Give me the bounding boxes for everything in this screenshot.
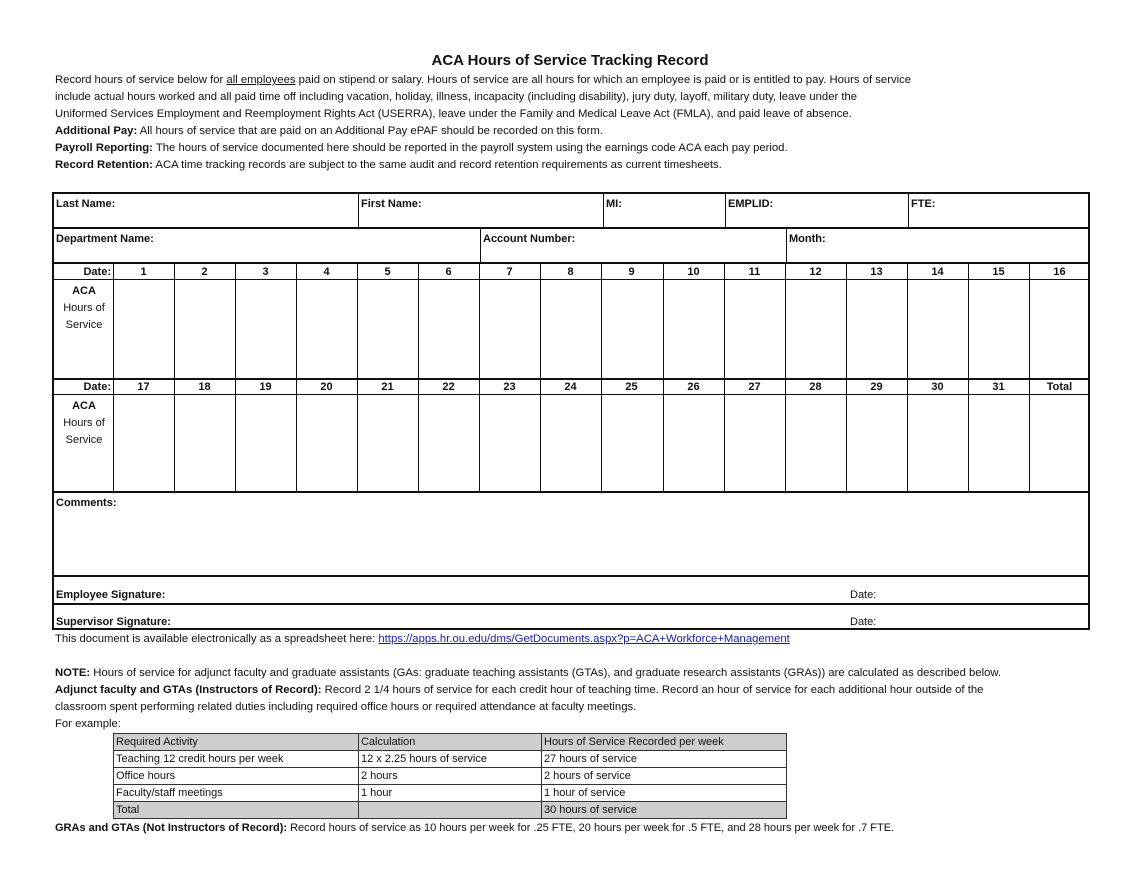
comments-field[interactable]: Comments: (56, 497, 117, 509)
divider (480, 229, 481, 263)
record-retention-text: ACA time tracking records are subject to the same audit and record retention requirements as current timesheets. (152, 159, 722, 171)
intro-line-2: include actual hours worked and all paid time off including vacation, holiday, illness, incapacity (including disability), jury duty, layoff, military duty, leave under the (55, 91, 858, 103)
day-number: 15 (992, 266, 1005, 278)
table-row (114, 785, 787, 802)
divider (54, 279, 1088, 280)
month-field[interactable]: Month: (789, 233, 826, 245)
payroll-reporting-note (55, 140, 788, 157)
note-text: Hours of service for adjunct faculty and graduate assistants (GAs: graduate teaching assistants (GTAs), and graduate research assistants (GRAs)) are calculated as described below. (90, 667, 1002, 679)
hours-entry-cell[interactable] (541, 280, 601, 379)
service-label: Service (65, 319, 103, 331)
hours-of-label: Hours of (63, 302, 105, 314)
day-number: 27 (748, 381, 761, 393)
day-number: 19 (259, 381, 272, 393)
hours-entry-cell[interactable] (358, 395, 418, 491)
table-cell: 1 hour of service (542, 785, 787, 802)
payroll-reporting-text: The hours of service documented here should be reported in the payroll system using the earnings code ACA each pay period. (152, 142, 788, 154)
table-total-row (114, 802, 787, 819)
column-header: Hours of Service Recorded per week (542, 734, 787, 751)
day-number: 18 (198, 381, 211, 393)
table-cell: 12 x 2.25 hours of service (359, 751, 542, 768)
hours-entry-cell[interactable] (175, 395, 235, 491)
gra-note (55, 820, 894, 837)
first-name-field[interactable]: First Name: (361, 198, 422, 210)
day-number: 12 (809, 266, 822, 278)
day-number: Total (1046, 381, 1073, 393)
availability-text: This document is available electronically as a spreadsheet here: (55, 633, 379, 645)
divider (786, 229, 787, 263)
note-label: NOTE: (55, 667, 91, 679)
hours-entry-cell[interactable] (297, 280, 357, 379)
hours-entry-cell[interactable] (541, 395, 601, 491)
divider (54, 262, 1088, 264)
table-cell: 2 hours (359, 768, 542, 785)
hours-entry-cell[interactable] (969, 280, 1029, 379)
aca-label: ACA (72, 285, 96, 297)
hours-entry-cell[interactable] (480, 395, 540, 491)
day-number: 16 (1053, 266, 1066, 278)
emplid-field[interactable]: EMPLID: (728, 198, 774, 210)
divider (54, 491, 1088, 493)
table-cell: 1 hour (359, 785, 542, 802)
spreadsheet-link[interactable]: https://apps.hr.ou.edu/dms/GetDocuments.aspx?p=ACA+Workforce+Management (378, 633, 790, 645)
day-number: 23 (503, 381, 516, 393)
table-cell: Teaching 12 credit hours per week (114, 751, 359, 768)
table-cell: 30 hours of service (542, 802, 787, 819)
day-number: 4 (323, 266, 330, 278)
adjunct-line-2: classroom spent performing related duties including required office hours or required attendance at faculty meetings. (55, 701, 637, 713)
hours-entry-cell[interactable] (786, 395, 846, 491)
intro-emphasis: all employees (226, 74, 296, 86)
hours-entry-cell[interactable] (847, 395, 907, 491)
day-number: 6 (445, 266, 452, 278)
day-number: 17 (137, 381, 150, 393)
department-name-field[interactable]: Department Name: (56, 233, 154, 245)
date-label: Date: (83, 381, 111, 393)
intro-text: Record hours of service below for (55, 74, 227, 86)
additional-pay-text: All hours of service that are paid on an Additional Pay ePAF should be recorded on this form. (137, 125, 603, 137)
day-number: 30 (931, 381, 944, 393)
tracking-form (52, 192, 1090, 630)
divider (725, 194, 726, 229)
day-number: 25 (625, 381, 638, 393)
hours-entry-cell[interactable] (297, 395, 357, 491)
hours-entry-cell[interactable] (1030, 280, 1090, 379)
table-cell: Faculty/staff meetings (114, 785, 359, 802)
hours-entry-cell[interactable] (664, 280, 724, 379)
day-number: 24 (564, 381, 577, 393)
payroll-reporting-label: Payroll Reporting: (55, 142, 153, 154)
employee-date-field[interactable]: Date: (850, 589, 877, 601)
service-label: Service (65, 434, 103, 446)
divider (358, 194, 359, 229)
page-title: ACA Hours of Service Tracking Record (431, 52, 709, 69)
divider (54, 603, 1088, 605)
day-number: 8 (567, 266, 574, 278)
table-cell: Office hours (114, 768, 359, 785)
for-example-label: For example: (55, 718, 121, 730)
example-table (113, 733, 787, 819)
divider (908, 194, 909, 229)
day-number: 7 (506, 266, 513, 278)
day-number: 14 (931, 266, 944, 278)
last-name-field[interactable]: Last Name: (56, 198, 116, 210)
gra-label: GRAs and GTAs (Not Instructors of Record): (55, 822, 288, 834)
hours-entry-cell[interactable] (969, 395, 1029, 491)
hours-entry-cell[interactable] (419, 395, 479, 491)
hours-entry-cell[interactable] (908, 395, 968, 491)
day-number: 13 (870, 266, 883, 278)
hours-entry-cell[interactable] (725, 280, 785, 379)
table-cell: 27 hours of service (542, 751, 787, 768)
day-number: 21 (381, 381, 394, 393)
intro-line-1 (55, 72, 911, 89)
day-number: 29 (870, 381, 883, 393)
hours-entry-cell[interactable] (725, 395, 785, 491)
hours-entry-cell[interactable] (1030, 395, 1090, 491)
day-number: 11 (748, 266, 761, 278)
account-number-field[interactable]: Account Number: (483, 233, 576, 245)
hours-entry-cell[interactable] (175, 280, 235, 379)
hours-entry-cell[interactable] (114, 395, 174, 491)
hours-entry-cell[interactable] (908, 280, 968, 379)
table-cell (359, 802, 542, 819)
note-line (55, 665, 1001, 682)
table-cell: Total (114, 802, 359, 819)
day-number: 3 (262, 266, 269, 278)
employee-signature-field[interactable]: Employee Signature: (56, 589, 166, 601)
column-header: Calculation (359, 734, 542, 751)
hours-entry-cell[interactable] (664, 395, 724, 491)
day-number: 20 (320, 381, 333, 393)
table-row (114, 768, 787, 785)
divider (54, 227, 1088, 229)
mi-field[interactable]: MI: (606, 198, 622, 210)
additional-pay-label: Additional Pay: (55, 125, 138, 137)
divider (54, 378, 1088, 380)
record-retention-note (55, 157, 722, 174)
hours-entry-cell[interactable] (786, 280, 846, 379)
hours-entry-cell[interactable] (236, 395, 296, 491)
divider (54, 394, 1088, 395)
column-header: Required Activity (114, 734, 359, 751)
hours-entry-cell[interactable] (602, 395, 662, 491)
fte-field[interactable]: FTE: (911, 198, 936, 210)
hours-entry-cell[interactable] (602, 280, 662, 379)
hours-entry-cell[interactable] (419, 280, 479, 379)
adjunct-text: Record 2 1/4 hours of service for each credit hour of teaching time. Record an hour of service for each additional hour outside of the (321, 684, 984, 696)
availability-note (55, 631, 790, 648)
intro-text: paid on stipend or salary. Hours of service are all hours for which an employee is paid or is entitled to pay. Hours of service (295, 74, 912, 86)
supervisor-signature-field[interactable]: Supervisor Signature: (56, 616, 171, 628)
day-number: 2 (201, 266, 208, 278)
aca-hours-label (54, 398, 114, 449)
aca-hours-label (54, 283, 114, 334)
gra-text: Record hours of service as 10 hours per week for .25 FTE, 20 hours per week for .5 FTE, and 28 hours per week for .7 FTE. (287, 822, 895, 834)
day-number: 28 (809, 381, 822, 393)
day-number: 22 (442, 381, 455, 393)
hours-entry-cell[interactable] (358, 280, 418, 379)
day-number: 10 (687, 266, 700, 278)
supervisor-date-field[interactable]: Date: (850, 616, 877, 628)
intro-line-3: Uniformed Services Employment and Reemployment Rights Act (USERRA), leave under the Family and Medical Leave Act (FMLA), and paid leave of absence. (55, 108, 852, 120)
hours-entry-cell[interactable] (114, 280, 174, 379)
divider (54, 575, 1088, 577)
day-number: 31 (992, 381, 1005, 393)
day-number: 1 (140, 266, 147, 278)
day-number: 5 (384, 266, 391, 278)
date-label: Date: (83, 266, 111, 278)
day-number: 26 (687, 381, 700, 393)
aca-label: ACA (72, 400, 96, 412)
day-number: 9 (628, 266, 635, 278)
adjunct-line (55, 682, 983, 699)
table-row (114, 751, 787, 768)
record-retention-label: Record Retention: (55, 159, 153, 171)
divider (603, 194, 604, 229)
additional-pay-note (55, 123, 603, 140)
table-header-row (114, 734, 787, 751)
table-cell: 2 hours of service (542, 768, 787, 785)
hours-entry-cell[interactable] (480, 280, 540, 379)
hours-entry-cell[interactable] (847, 280, 907, 379)
hours-of-label: Hours of (63, 417, 105, 429)
adjunct-label: Adjunct faculty and GTAs (Instructors of Record): (55, 684, 322, 696)
hours-entry-cell[interactable] (236, 280, 296, 379)
